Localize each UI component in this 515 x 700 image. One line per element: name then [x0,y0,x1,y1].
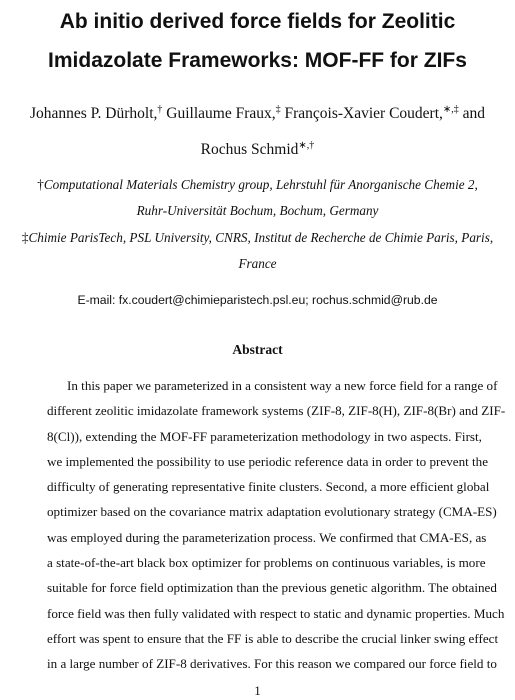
affiliation-line: Ruhr-Universität Bochum, Bochum, Germany [136,203,379,218]
affiliation-mark: ‡ [21,230,29,245]
abstract-line: In this paper we parameterized in a consistent way a new force field for a range of [67,378,498,393]
email-line: E-mail: fx.coudert@chimieparistech.psl.eu; rochus.schmid@rub.de [77,293,438,307]
abstract-line: optimizer based on the covariance matrix adaptation evolutionary strategy (CMA-ES) [47,504,497,520]
author-mark: ∗,† [298,139,315,151]
affiliation-text: Computational Materials Chemistry group, Lehrstuhl für Anorganische Chemie 2, [43,177,478,192]
author-name: Rochus Schmid [200,141,299,158]
abstract-line: we implemented the possibility to use periodic reference data in order to prevent the [47,453,489,469]
paper-title [10,2,505,80]
abstract-body [47,373,506,677]
author-mark: ∗,‡ [442,103,459,115]
author-list [10,96,505,168]
affiliation-line [8,225,507,251]
affiliation-1 [8,172,507,224]
title-line-1: Ab initio derived force fields for Zeolitic [59,10,456,33]
title-line-2: Imidazolate Frameworks: MOF-FF for ZIFs [48,49,467,72]
author-name: Johannes P. Dürholt, [29,105,158,122]
abstract-line: effort was spent to ensure that the FF is able to describe the crucial linker swing effect [47,630,499,646]
abstract-heading: Abstract [232,342,283,357]
author-conjunction: and [462,105,486,122]
abstract-line: 8(Cl)), extending the MOF-FF parameterization methodology in two aspects. First, [47,428,482,444]
affiliation-text: Chimie ParisTech, PSL University, CNRS, Institut de Recherche de Chimie Paris, Paris, [28,230,494,245]
abstract-line: in a large number of ZIF-8 derivatives. For this reason we compared our force field to [47,656,497,672]
author-mark: ‡ [275,103,281,115]
affiliation-mark: † [37,177,44,192]
abstract-line: difficulty of generating representative finite clusters. Second, a more efficient global [47,479,490,495]
abstract-line: force field was then fully validated with respect to static and dynamic properties. Much [47,605,505,621]
author-mark: † [157,103,163,115]
author-line-2 [10,132,505,168]
abstract-line: was employed during the parameterization process. We confirmed that CMA-ES, as [47,529,487,545]
abstract-line: different zeolitic imidazolate framework systems (ZIF-8, ZIF-8(H), ZIF-8(Br) and ZIF- [47,403,506,419]
author-name: François-Xavier Coudert, [284,105,443,122]
author-name: Guillaume Fraux, [166,105,276,122]
author-line-1 [10,96,505,132]
abstract-line: a state-of-the-art black box optimizer for problems on continuous variables, is more [47,555,486,571]
affiliation-line [8,172,507,198]
affiliation-2 [8,225,507,277]
abstract-line: suitable for force field optimization than the previous genetic algorithm. The obtained [47,580,497,596]
affiliation-line: France [238,256,277,271]
page-number: 1 [254,683,261,698]
